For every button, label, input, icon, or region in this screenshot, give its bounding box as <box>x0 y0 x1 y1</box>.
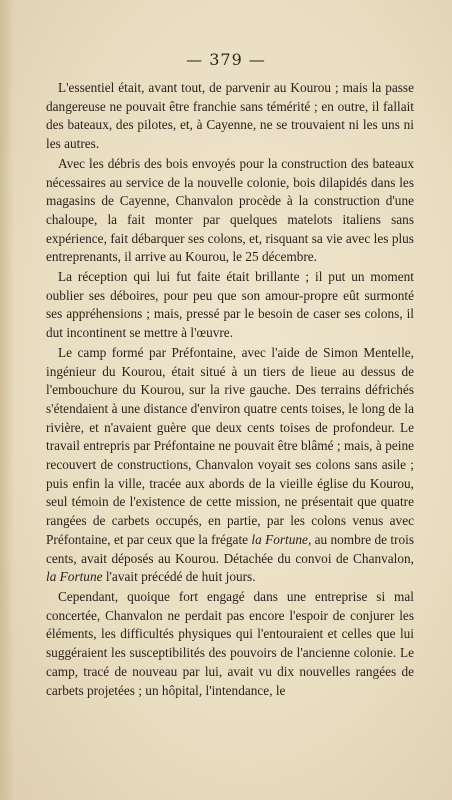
paragraph-3: La réception qui lui fut faite était brillante ; il put un moment oublier ses déboires, pour peu que son amour-propre eût surmonté ses appréhensions ; mais, pressé par le besoin de caser ses colons, il dut incontinent se mettre à l'œuvre. <box>46 269 414 341</box>
ship-name-italic: la Fortune <box>251 531 308 547</box>
paragraph-4-end: l'avait précédé de huit jours. <box>105 569 256 585</box>
page-binding-shadow <box>0 0 14 800</box>
paragraph-4 <box>46 344 414 587</box>
paragraph-1: L'essentiel était, avant tout, de parvenir au Kourou ; mais la passe dangereuse ne pouvait être franchie sans témérité ; en outre, il fallait des bateaux, des pilotes, et, à Cayenne, ne se trouvaient ni les uns ni les autres. <box>46 80 414 152</box>
body-text <box>46 79 414 701</box>
page-number: — 379 — <box>186 50 266 69</box>
paragraph-2: Avec les débris des bois envoyés pour la construction des bateaux nécessaires au service de la nouvelle colonie, bois dilapidés dans les magasins de Cayenne, Chanvalon procède à la construction d'une chaloupe, la fait monter par quelques matelots italiens sans expérience, fait débarquer ses colons, et, risquant sa vie avec les plus entreprenants, il arrive au Kourou, le 25 décembre. <box>46 155 414 265</box>
paragraph-4-mid: , au nombre de trois cents, avait déposés au Kourou. Détachée du convoi de Chanvalon, <box>46 531 414 566</box>
ship-name-italic-2: la Fortune <box>46 569 103 585</box>
paragraph-4-text: Le camp formé par Préfontaine, avec l'aide de Simon Mentelle, ingénieur du Kourou, était situé à un tiers de lieue au dessus de l'embouchure du Kourou, sur la rive gauche. Des terrains défrichés s'étendaient à une distance d'environ quatre cents toises, le long de la rivière, et n'avaient guère que deux cents toises de profondeur. Le travail entrepris par Préfontaine ne pouvait être blâmé ; mais, à peine recouvert de constructions, Chanvalon voyait ses colons sans asile ; puis enfin la ville, tracée aux abords de la vieille église du Kourou, seul témoin de l'existence de cette mission, ne présentait que quatre rangées de carbets occupés, en partie, par les colons venus avec Préfontaine, et par ceux que la frégate <box>46 344 414 547</box>
paragraph-5: Cependant, quoique fort engagé dans une entreprise si mal concertée, Chanvalon ne perdait pas encore l'espoir de conjurer les éléments, les difficultés physiques qui l'entouraient et celles que lui suggéraient les susceptibilités des pouvoirs de l'ancienne colonie. Le camp, tracé de nouveau par lui, avait vu dix nouvelles rangées de carbets projetées ; un hôpital, l'intendance, le <box>46 588 414 698</box>
